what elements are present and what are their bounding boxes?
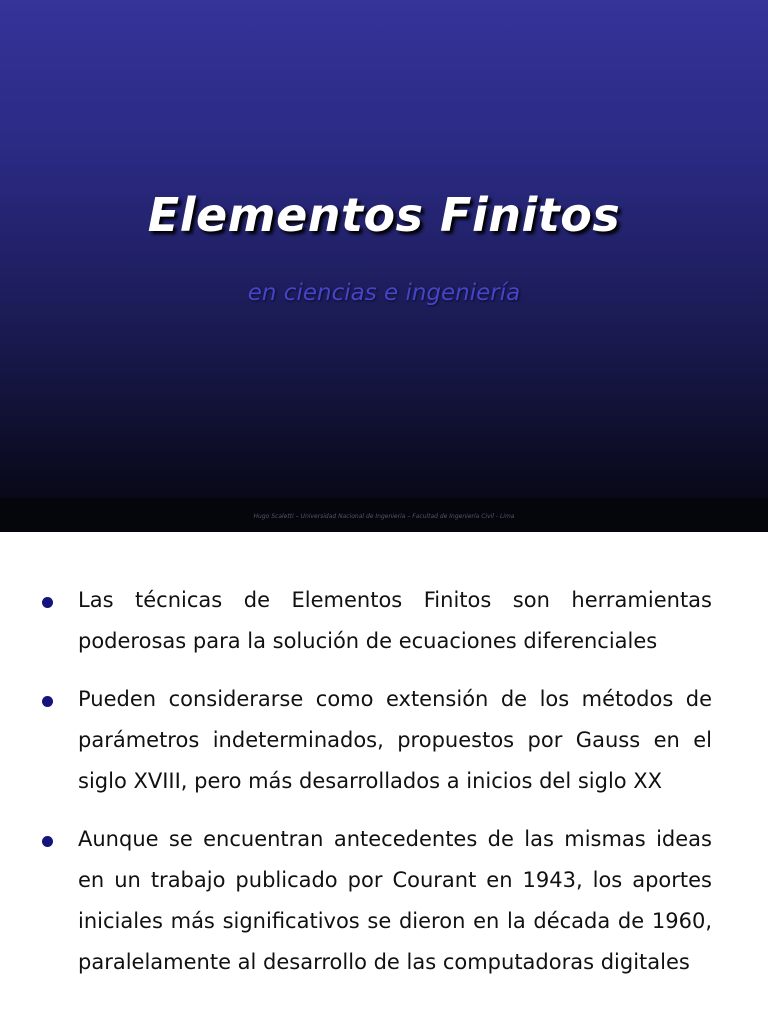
bullet-text: Aunque se encuentran antecedentes de las mismas ideas en un trabajo publicado por Courant en 1943, los aportes iniciales más significativos se dieron en la década de 1960, paralelamente al desarrollo de las computadoras digitales xyxy=(78,827,712,974)
bullet-dot-icon xyxy=(42,597,53,608)
bullet-dot-icon xyxy=(42,836,53,847)
bullet-item xyxy=(0,580,768,662)
slide-title: Elementos Finitos xyxy=(147,188,621,242)
bullet-item xyxy=(0,819,768,983)
bullet-dot-icon xyxy=(42,696,53,707)
bullet-text: Pueden considerarse como extensión de los métodos de parámetros indeterminados, propuestos por Gauss en el siglo XVIII, pero más desarrollados a inicios del siglo XX xyxy=(78,687,712,793)
bullet-text: Las técnicas de Elementos Finitos son herramientas poderosas para la solución de ecuaciones diferenciales xyxy=(78,588,712,653)
bullet-list xyxy=(0,580,768,1000)
bullet-item xyxy=(0,679,768,802)
slide-footer-credit: Hugo Scaletti – Universidad Nacional de Ingeniería – Facultad de Ingeniería Civil - Lima xyxy=(253,513,515,520)
slide-subtitle: en ciencias e ingeniería xyxy=(247,280,521,306)
